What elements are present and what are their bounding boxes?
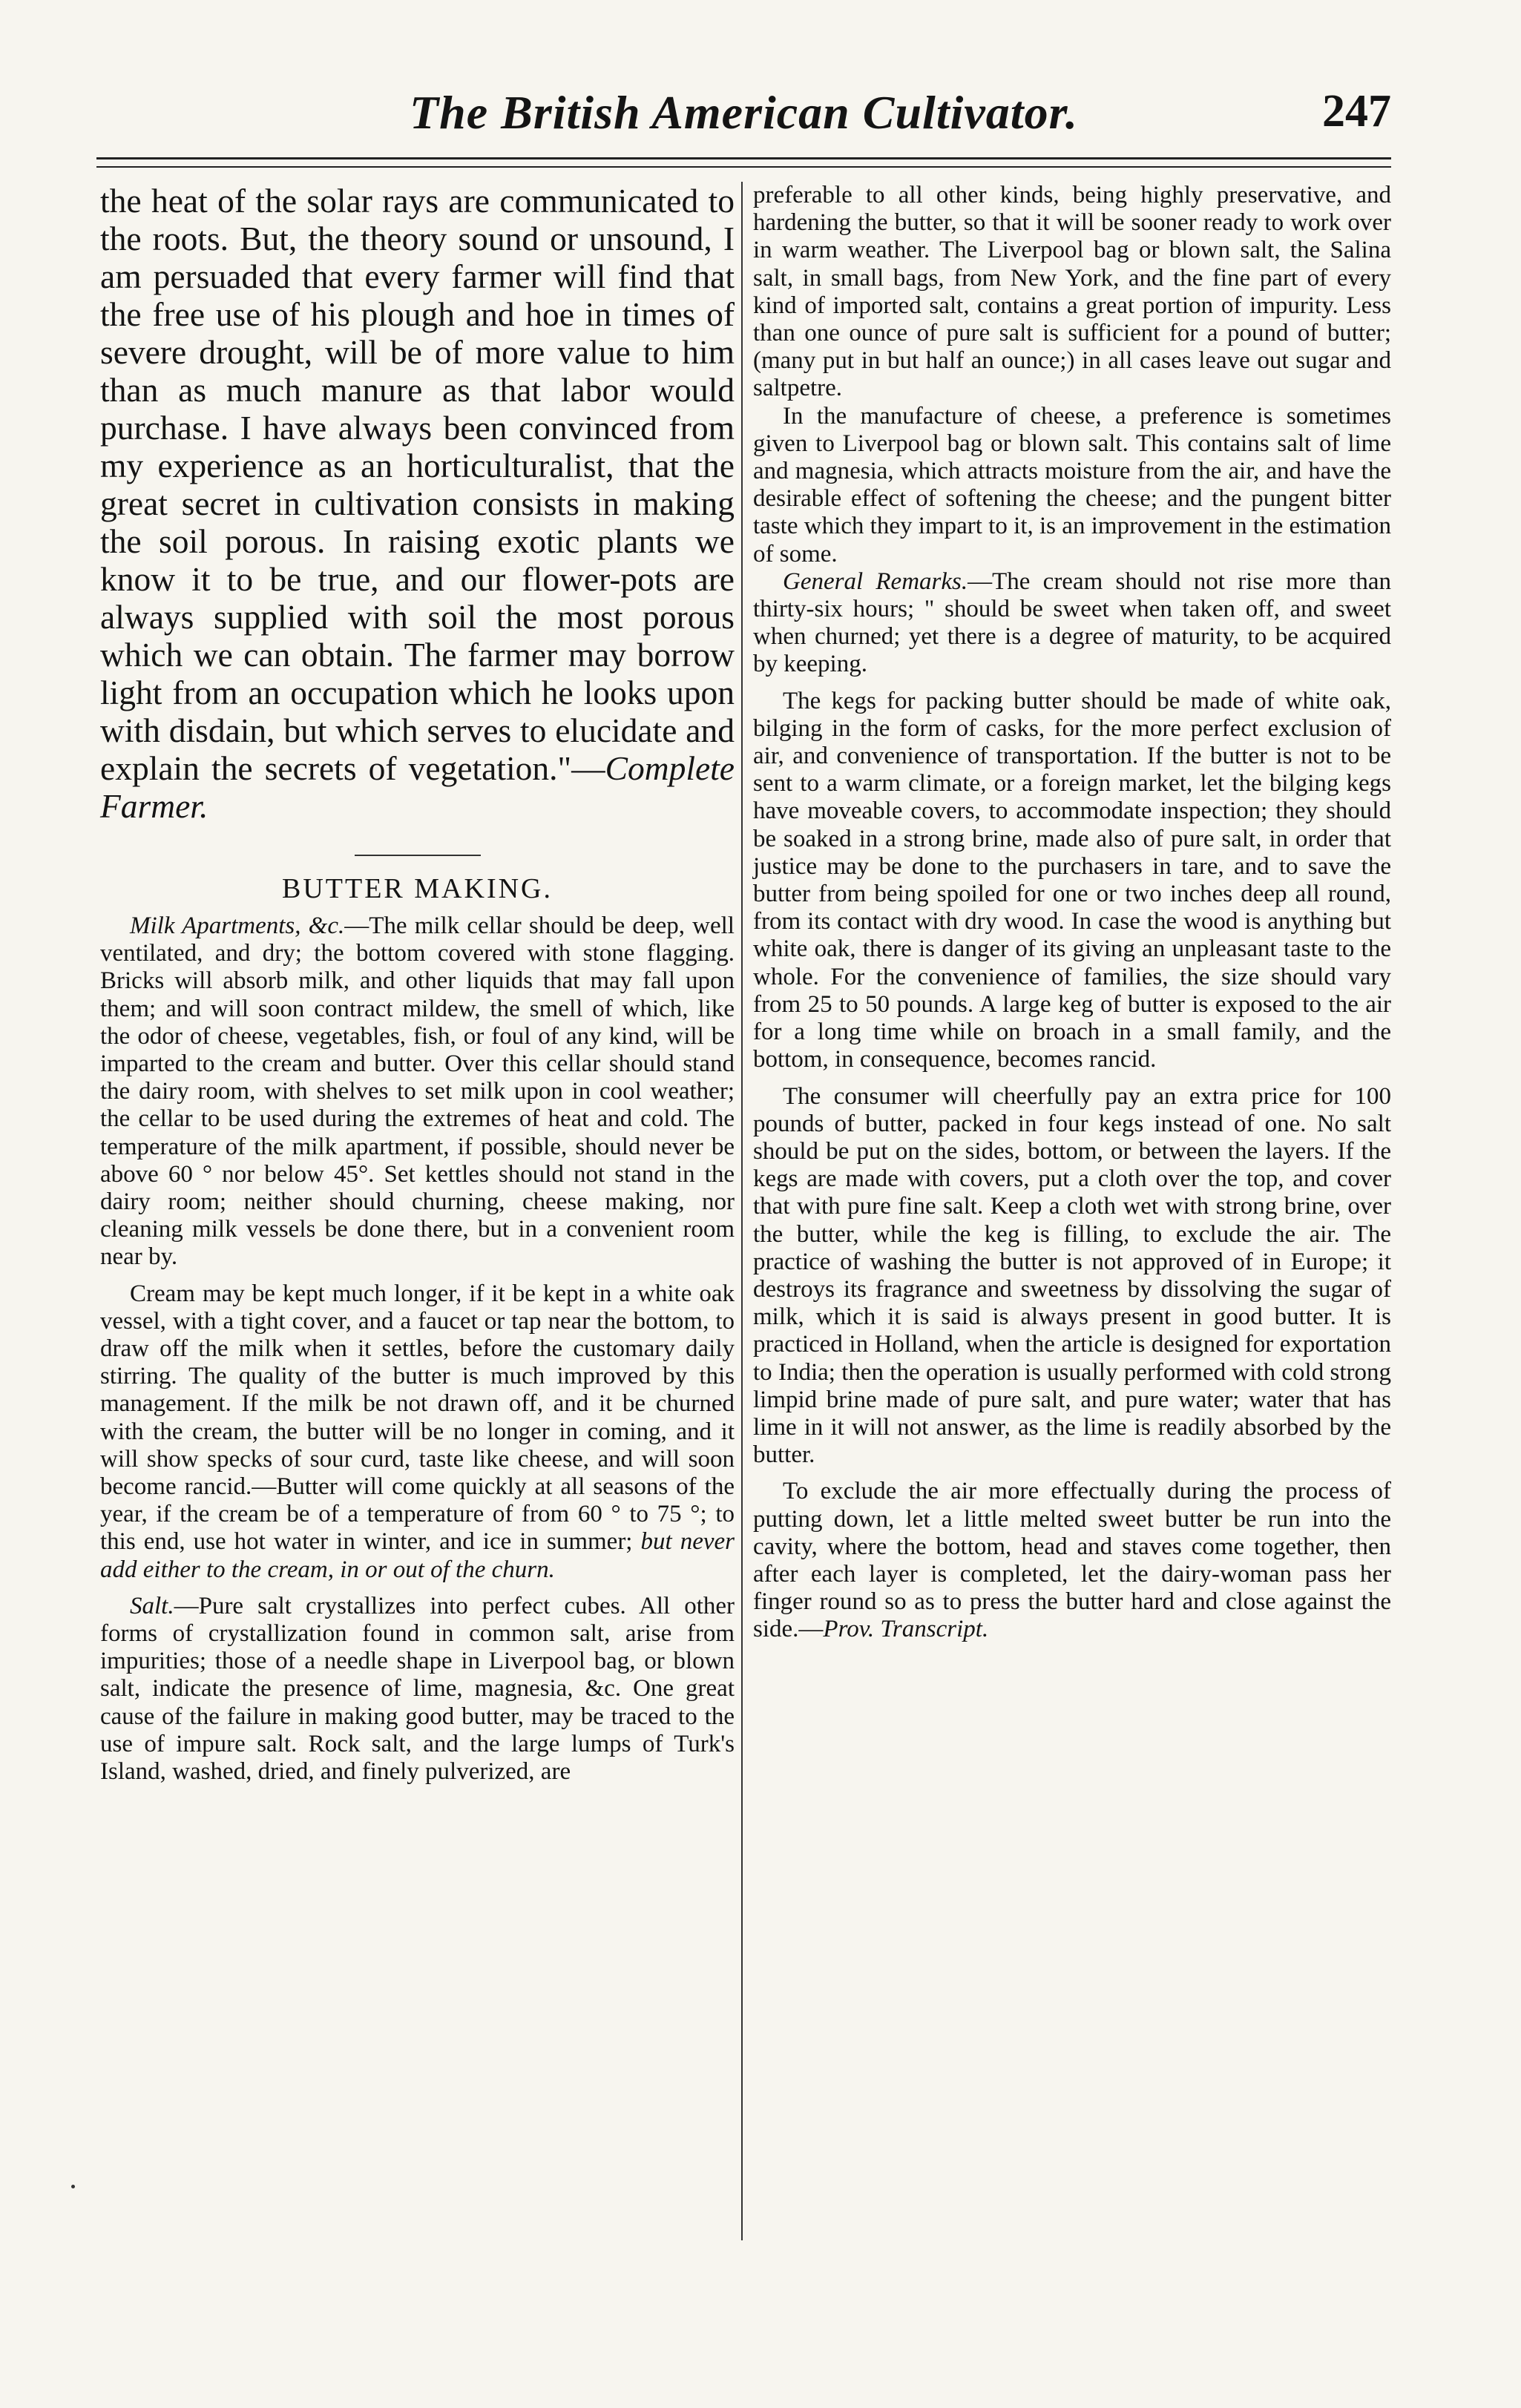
cream-text: Cream may be kept much longer, if it be kept in a white oak vessel, with a tight cover, and a faucet or tap near the bottom, to draw off the milk when it settles, before the customary daily stirring. The quality of the butter is much improved by this management. If the milk be not drawn off, and it be churned with the cream, the butter will be no longer in coming, and it will show specks of sour curd, taste like cheese, and will soon become rancid.—Butter will come quickly at all seasons of the year, if the cream be of a temperature of from 60 ° to 75 °; to this end, use hot water in winter, and ice in summer;	[100, 1280, 735, 1556]
salt-lead: Salt.	[130, 1592, 174, 1619]
continued-paragraph	[100, 182, 735, 825]
general-remarks-paragraph	[753, 568, 1391, 679]
article-title: BUTTER MAKING.	[282, 873, 553, 904]
header-rule-top	[96, 157, 1391, 159]
kegs-paragraph: The kegs for packing butter should be made of white oak, bilging in the form of casks, for the more perfect exclusion of air, and convenience of transportation. If the butter is not to be sent to a warm climate, or a foreign market, let the bilging kegs have moveable covers, to accommodate inspection; they should be soaked in a strong brine, made also of pure salt, in order that justice may be done to the purchasers in tare, and to save the butter from being spoiled for one or two inches deep all round, from its contact with dry wood. In case the wood is anything but white oak, there is danger of its giving an unpleasant taste to the whole. For the convenience of families, the size should vary from 25 to 50 pounds. A large keg of butter is exposed to the air for a long time while on broach in a small family, and the bottom, in consequence, becomes rancid.	[753, 687, 1391, 1073]
continued-article	[100, 182, 735, 825]
running-title: The British American Cultivator.	[410, 86, 1078, 139]
general-remarks-text: —The cream should not rise more than thirty-six hours; " should be sweet when taken off, and sweet when churned; yet there is a degree of maturity, to be acquired by keeping.	[753, 568, 1391, 678]
butter-article-left	[100, 912, 735, 1786]
column-divider	[741, 182, 743, 2240]
consumer-paragraph: The consumer will cheerfully pay an extra price for 100 pounds of butter, packed in four kegs instead of one. No salt should be put on the sides, bottom, or between the layers. If the kegs are made with covers, put a cloth over the top, and cover that with pure fine salt. Keep a cloth wet with strong brine, over the butter, while the keg is filling, to exclude the air. The practice of washing the butter is not approved of in Europe; it destroys its fragrance and sweetness by dissolving the sugar of milk, which it is said is always present in good butter. It is practiced in Holland, when the article is designed for exportation to India; then the operation is usually performed with cold strong limpid brine made of pure salt, and pure water; water that has lime in it will not answer, as the lime is readily absorbed by the butter.	[753, 1082, 1391, 1469]
page-number: 247	[1322, 86, 1391, 136]
header-rule-bottom	[96, 166, 1391, 168]
source-citation: Complete Farmer.	[100, 749, 735, 825]
cream-paragraph	[100, 1280, 735, 1584]
milk-text: —The milk cellar should be deep, well ventilated, and dry; the bottom covered with stone flagging. Bricks will absorb milk, and other liquids that may fall upon them; and will soon contract mildew, the smell of which, like the odor of cheese, vegetables, fish, or foul of any kind, will be imparted to the cream and butter. Over this cellar should stand the dairy room, with shelves to set milk upon in cool weather; the cellar to be used during the extremes of heat and cold. The temperature of the milk apartment, if possible, should never be above 60 ° nor below 45°. Set kettles should not stand in the dairy room; neither should churning, cheese making, nor cleaning milk vessels be done there, but in a convenient room near by.	[100, 912, 735, 1271]
page-header	[96, 85, 1391, 152]
salt-paragraph	[100, 1593, 735, 1786]
salt-continued-paragraph: preferable to all other kinds, being highly preservative, and hardening the butter, so that it will be sooner ready to work over in warm weather. The Liverpool bag or blown salt, the Salina salt, in small bags, from New York, and the fine part of every kind of imported salt, contains a great portion of impurity. Less than one ounce of pure salt is sufficient for a pound of butter; (many put in but half an ounce;) in all cases leave out sugar and saltpetre.	[753, 182, 1391, 402]
exclude-air-paragraph	[753, 1478, 1391, 1643]
continued-text: the heat of the solar rays are communicated to the roots. But, the theory sound or unsound, I am persuaded that every farmer will find that the free use of his plough and hoe in times of severe drought, will be of more value to him than as much manure as that labor would purchase. I have always been convinced from my experience as an horticulturalist, that the great secret in cultivation consists in making the soil porous. In raising exotic plants we know it to be true, and our flower-pots are always supplied with soil the most porous which we can obtain. The farmer may borrow light from an occupation which he looks upon with disdain, but which serves to elucidate and explain the secrets of vegetation."—	[100, 182, 735, 787]
cheese-paragraph: In the manufacture of cheese, a preference is sometimes given to Liverpool bag or blown salt. This contains salt of lime and magnesia, which attracts moisture from the air, and have the desirable effect of softening the cheese; and the pungent bitter taste which they impart to it, is an improvement in the estimation of some.	[753, 402, 1391, 568]
ink-speck	[71, 2185, 75, 2188]
article-separator	[355, 855, 481, 856]
left-column	[100, 182, 735, 1786]
milk-paragraph	[100, 912, 735, 1272]
cream-caution: but never add either to the cream, in or out of the churn.	[100, 1528, 735, 1583]
milk-lead: Milk Apartments, &c.	[130, 912, 345, 939]
right-source-citation: Prov. Transcript.	[823, 1616, 989, 1643]
right-column	[753, 182, 1391, 1644]
exclude-air-text: To exclude the air more effectually during the process of putting down, let a little melted sweet butter be run into the cavity, where the bottom, head and staves come together, then after each layer is completed, let the dairy-woman pass her finger round so as to press the butter hard and close against the side.—	[753, 1478, 1391, 1643]
salt-text: —Pure salt crystallizes into perfect cubes. All other forms of crystallization found in common salt, arise from impurities; those of a needle shape in Liverpool bag, or blown salt, indicate the presence of lime, magnesia, &c. One great cause of the failure in making good butter, may be traced to the use of impure salt. Rock salt, and the large lumps of Turk's Island, washed, dried, and finely pulverized, are	[100, 1592, 735, 1786]
general-remarks-lead: General Remarks.	[783, 568, 968, 595]
